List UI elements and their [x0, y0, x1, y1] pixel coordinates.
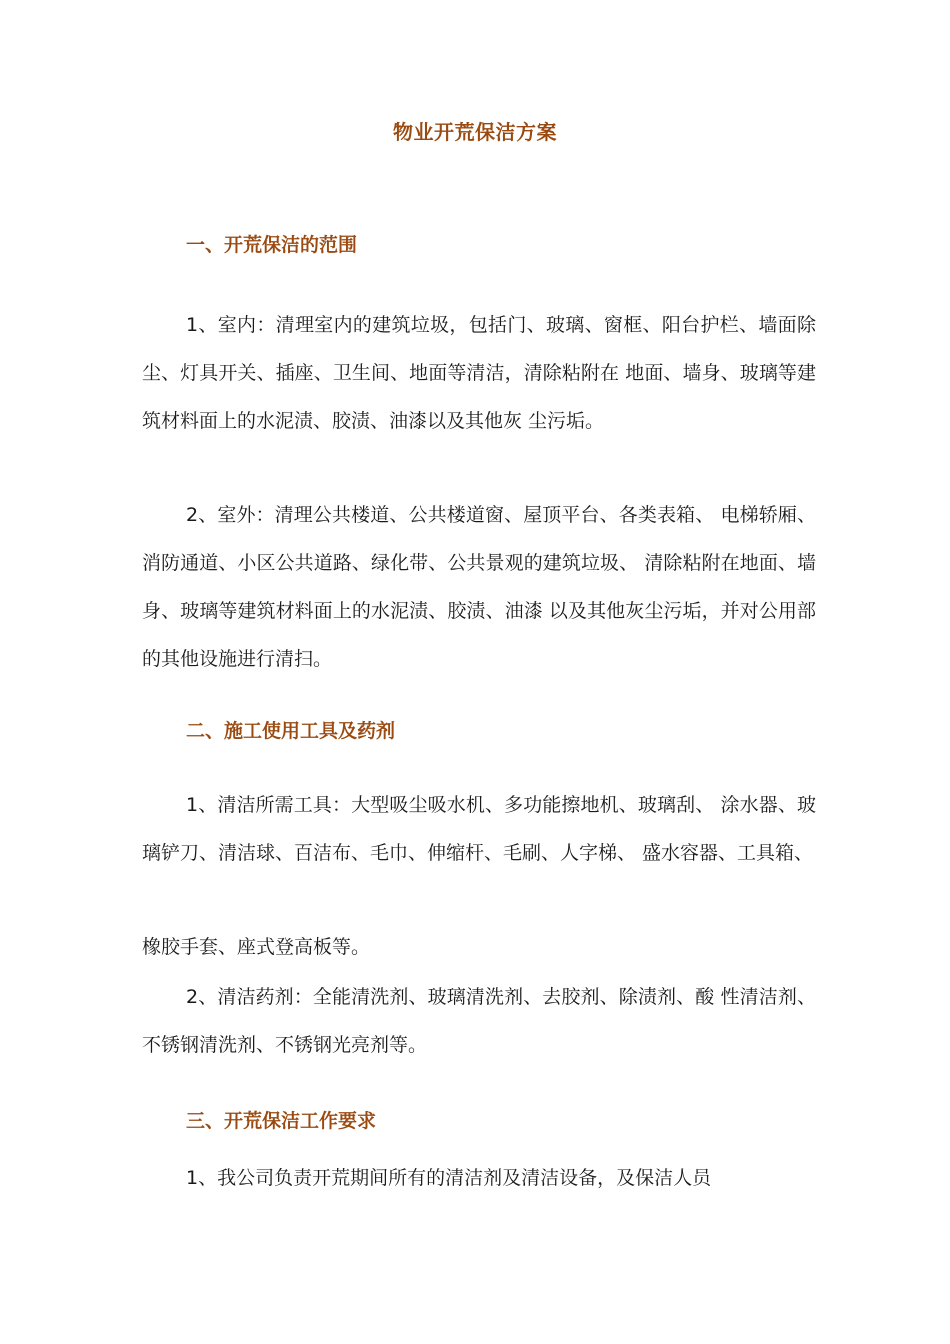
paragraph-tools: 1、清洁所需工具：大型吸尘吸水机、多功能擦地机、玻璃刮、 涂水器、玻璃铲刀、清洁球、百洁布、毛巾、伸缩杆、毛刷、人字梯、 盛水容器、工具箱、 — [142, 794, 816, 864]
paragraph-outdoor: 2、室外：清理公共楼道、公共楼道窗、屋顶平台、各类表箱、 电梯轿厢、消防通道、小区公共道路、绿化带、公共景观的建筑垃圾、 清除粘附在地面、墙身、玻璃等建筑材料面上的水泥渍、胶渍、油漆 以及其他灰尘污垢，并对公用部的其他设施进行清扫。 — [142, 504, 816, 670]
paragraph-indoor: 1、室内：清理室内的建筑垃圾，包括门、玻璃、窗框、阳台护栏、墙面除尘、灯具开关、插座、卫生间、地面等清洁，清除粘附在 地面、墙身、玻璃等建筑材料面上的水泥渍、胶渍、油漆以及其他灰 尘污垢。 — [142, 314, 816, 432]
paragraph-requirements: 1、我公司负责开荒期间所有的清洁剂及清洁设备，及保洁人员 — [186, 1167, 712, 1189]
section-heading-requirements: 三、开荒保洁工作要求 — [186, 1110, 377, 1132]
paragraph-agents: 2、清洁药剂：全能清洗剂、玻璃清洗剂、去胶剂、除渍剂、酸 性清洁剂、不锈钢清洗剂、不锈钢光亮剂等。 — [142, 986, 816, 1056]
section-heading-scope: 一、开荒保洁的范围 — [186, 234, 358, 256]
paragraph-tools-continued: 橡胶手套、座式登高板等。 — [142, 936, 371, 958]
document-title: 物业开荒保洁方案 — [393, 120, 557, 144]
section-heading-tools: 二、施工使用工具及药剂 — [186, 720, 396, 742]
